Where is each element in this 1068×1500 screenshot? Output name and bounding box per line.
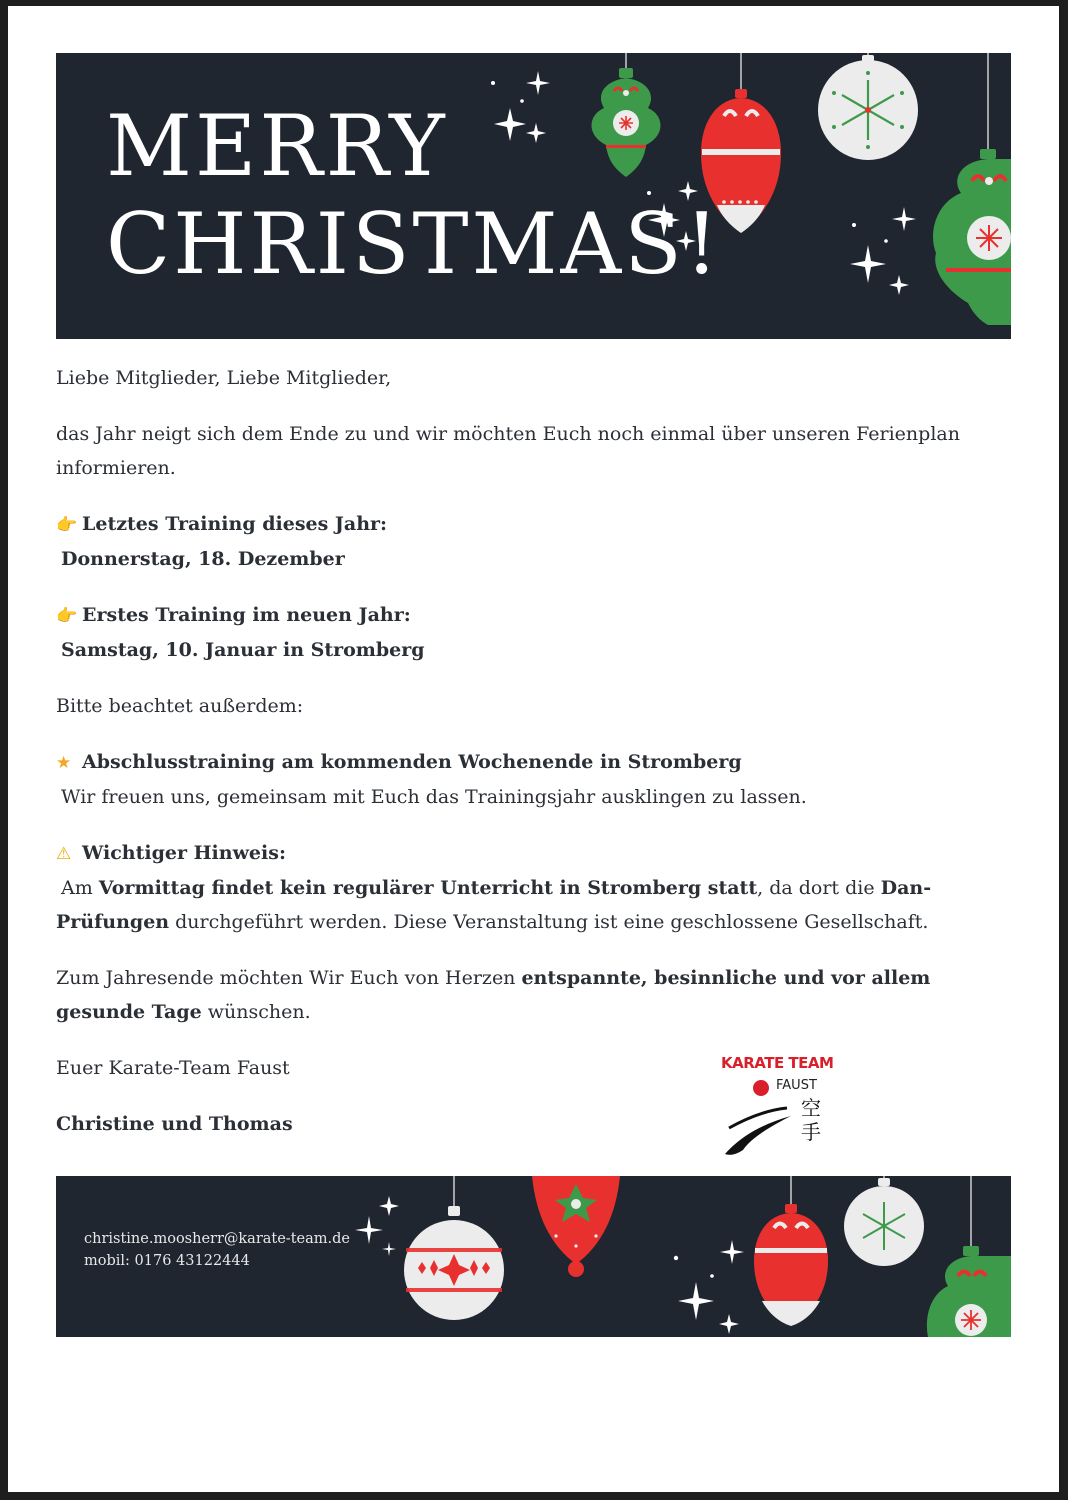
karate-team-logo — [721, 1054, 841, 1164]
logo-kanji — [801, 1096, 821, 1144]
pointing-hand-icon: 👉 — [56, 606, 78, 626]
signature-line — [56, 1107, 1016, 1141]
footer-green-ornament-icon — [927, 1246, 1011, 1337]
warning-icon: ⚠ — [56, 844, 72, 864]
greeting: Liebe Mitglieder, Liebe Mitglieder, — [56, 367, 392, 389]
last-training-block — [56, 507, 1016, 576]
banner-title-line1: MERRY — [106, 97, 448, 195]
footer-banner — [56, 1176, 1011, 1337]
first-training-block — [56, 598, 1016, 667]
final-training-text: Wir freuen uns, gemeinsam mit Euch das Trainingsjahr ausklingen zu lassen. — [61, 786, 807, 808]
red-bell-ornament-icon — [532, 1176, 620, 1277]
wishes-part1: Zum Jahresende möchten Wir Euch von Herzen — [56, 967, 522, 989]
red-ornament-small-icon — [754, 1204, 828, 1326]
snowflake-ornament-icon — [818, 55, 918, 160]
contact-info — [84, 1228, 350, 1272]
closing: Euer Karate-Team Faust — [56, 1057, 290, 1079]
warning-bold1: Vormittag findet kein regulärer Unterricht in Stromberg statt — [98, 877, 758, 899]
last-training-date: Donnerstag, 18. Dezember — [61, 548, 345, 570]
banner-title — [106, 97, 722, 293]
star-icon: ★ — [56, 753, 72, 773]
red-dot-icon — [751, 1078, 771, 1098]
logo-kanji-1: 空 — [801, 1096, 821, 1120]
first-training-date: Samstag, 10. Januar in Stromberg — [61, 639, 425, 661]
intro-paragraph: das Jahr neigt sich dem Ende zu und wir möchten Euch noch einmal über unseren Ferienplan informieren. — [56, 423, 960, 479]
contact-phone[interactable]: mobil: 0176 43122444 — [84, 1253, 250, 1269]
warning-bold2: Dan-Prüfungen — [56, 877, 932, 933]
first-training-label: Erstes Training im neuen Jahr: — [82, 604, 411, 626]
wishes-part2: wünschen. — [201, 1001, 311, 1023]
brush-stroke-icon — [721, 1098, 801, 1158]
letter-page — [8, 6, 1059, 1492]
warning-title: Wichtiger Hinweis: — [82, 842, 286, 864]
wishes-bold: entspannte, besinnliche und vor allem gesunde Tage — [56, 967, 931, 1023]
final-training-block — [56, 745, 1016, 814]
pointing-hand-icon: 👉 — [56, 515, 78, 535]
warning-part3: durchgeführt werden. Diese Veranstaltung ist eine geschlossene Gesellschaft. — [169, 911, 929, 933]
signature: Christine und Thomas — [56, 1113, 293, 1135]
warning-part2: , da dort die — [757, 877, 881, 899]
warning-block — [56, 836, 1016, 939]
logo-title: KARATE TEAM — [721, 1054, 834, 1072]
final-training-title: Abschlusstraining am kommenden Wochenende in Stromberg — [82, 751, 742, 773]
last-training-label: Letztes Training dieses Jahr: — [82, 513, 388, 535]
warning-part1: Am — [61, 877, 99, 899]
letter-body — [56, 361, 1016, 1163]
note-intro: Bitte beachtet außerdem: — [56, 695, 304, 717]
christmas-banner — [56, 53, 1011, 339]
banner-title-line2: CHRISTMAS! — [106, 195, 722, 293]
logo-subtitle: FAUST — [776, 1078, 817, 1093]
white-ornament-icon — [404, 1206, 504, 1320]
wishes-paragraph — [56, 961, 1016, 1029]
logo-kanji-2: 手 — [801, 1120, 821, 1144]
footer-snowflake-ornament-icon — [844, 1178, 924, 1266]
contact-email[interactable]: christine.moosherr@karate-team.de — [84, 1231, 350, 1247]
green-ornament-large-icon — [933, 149, 1011, 325]
